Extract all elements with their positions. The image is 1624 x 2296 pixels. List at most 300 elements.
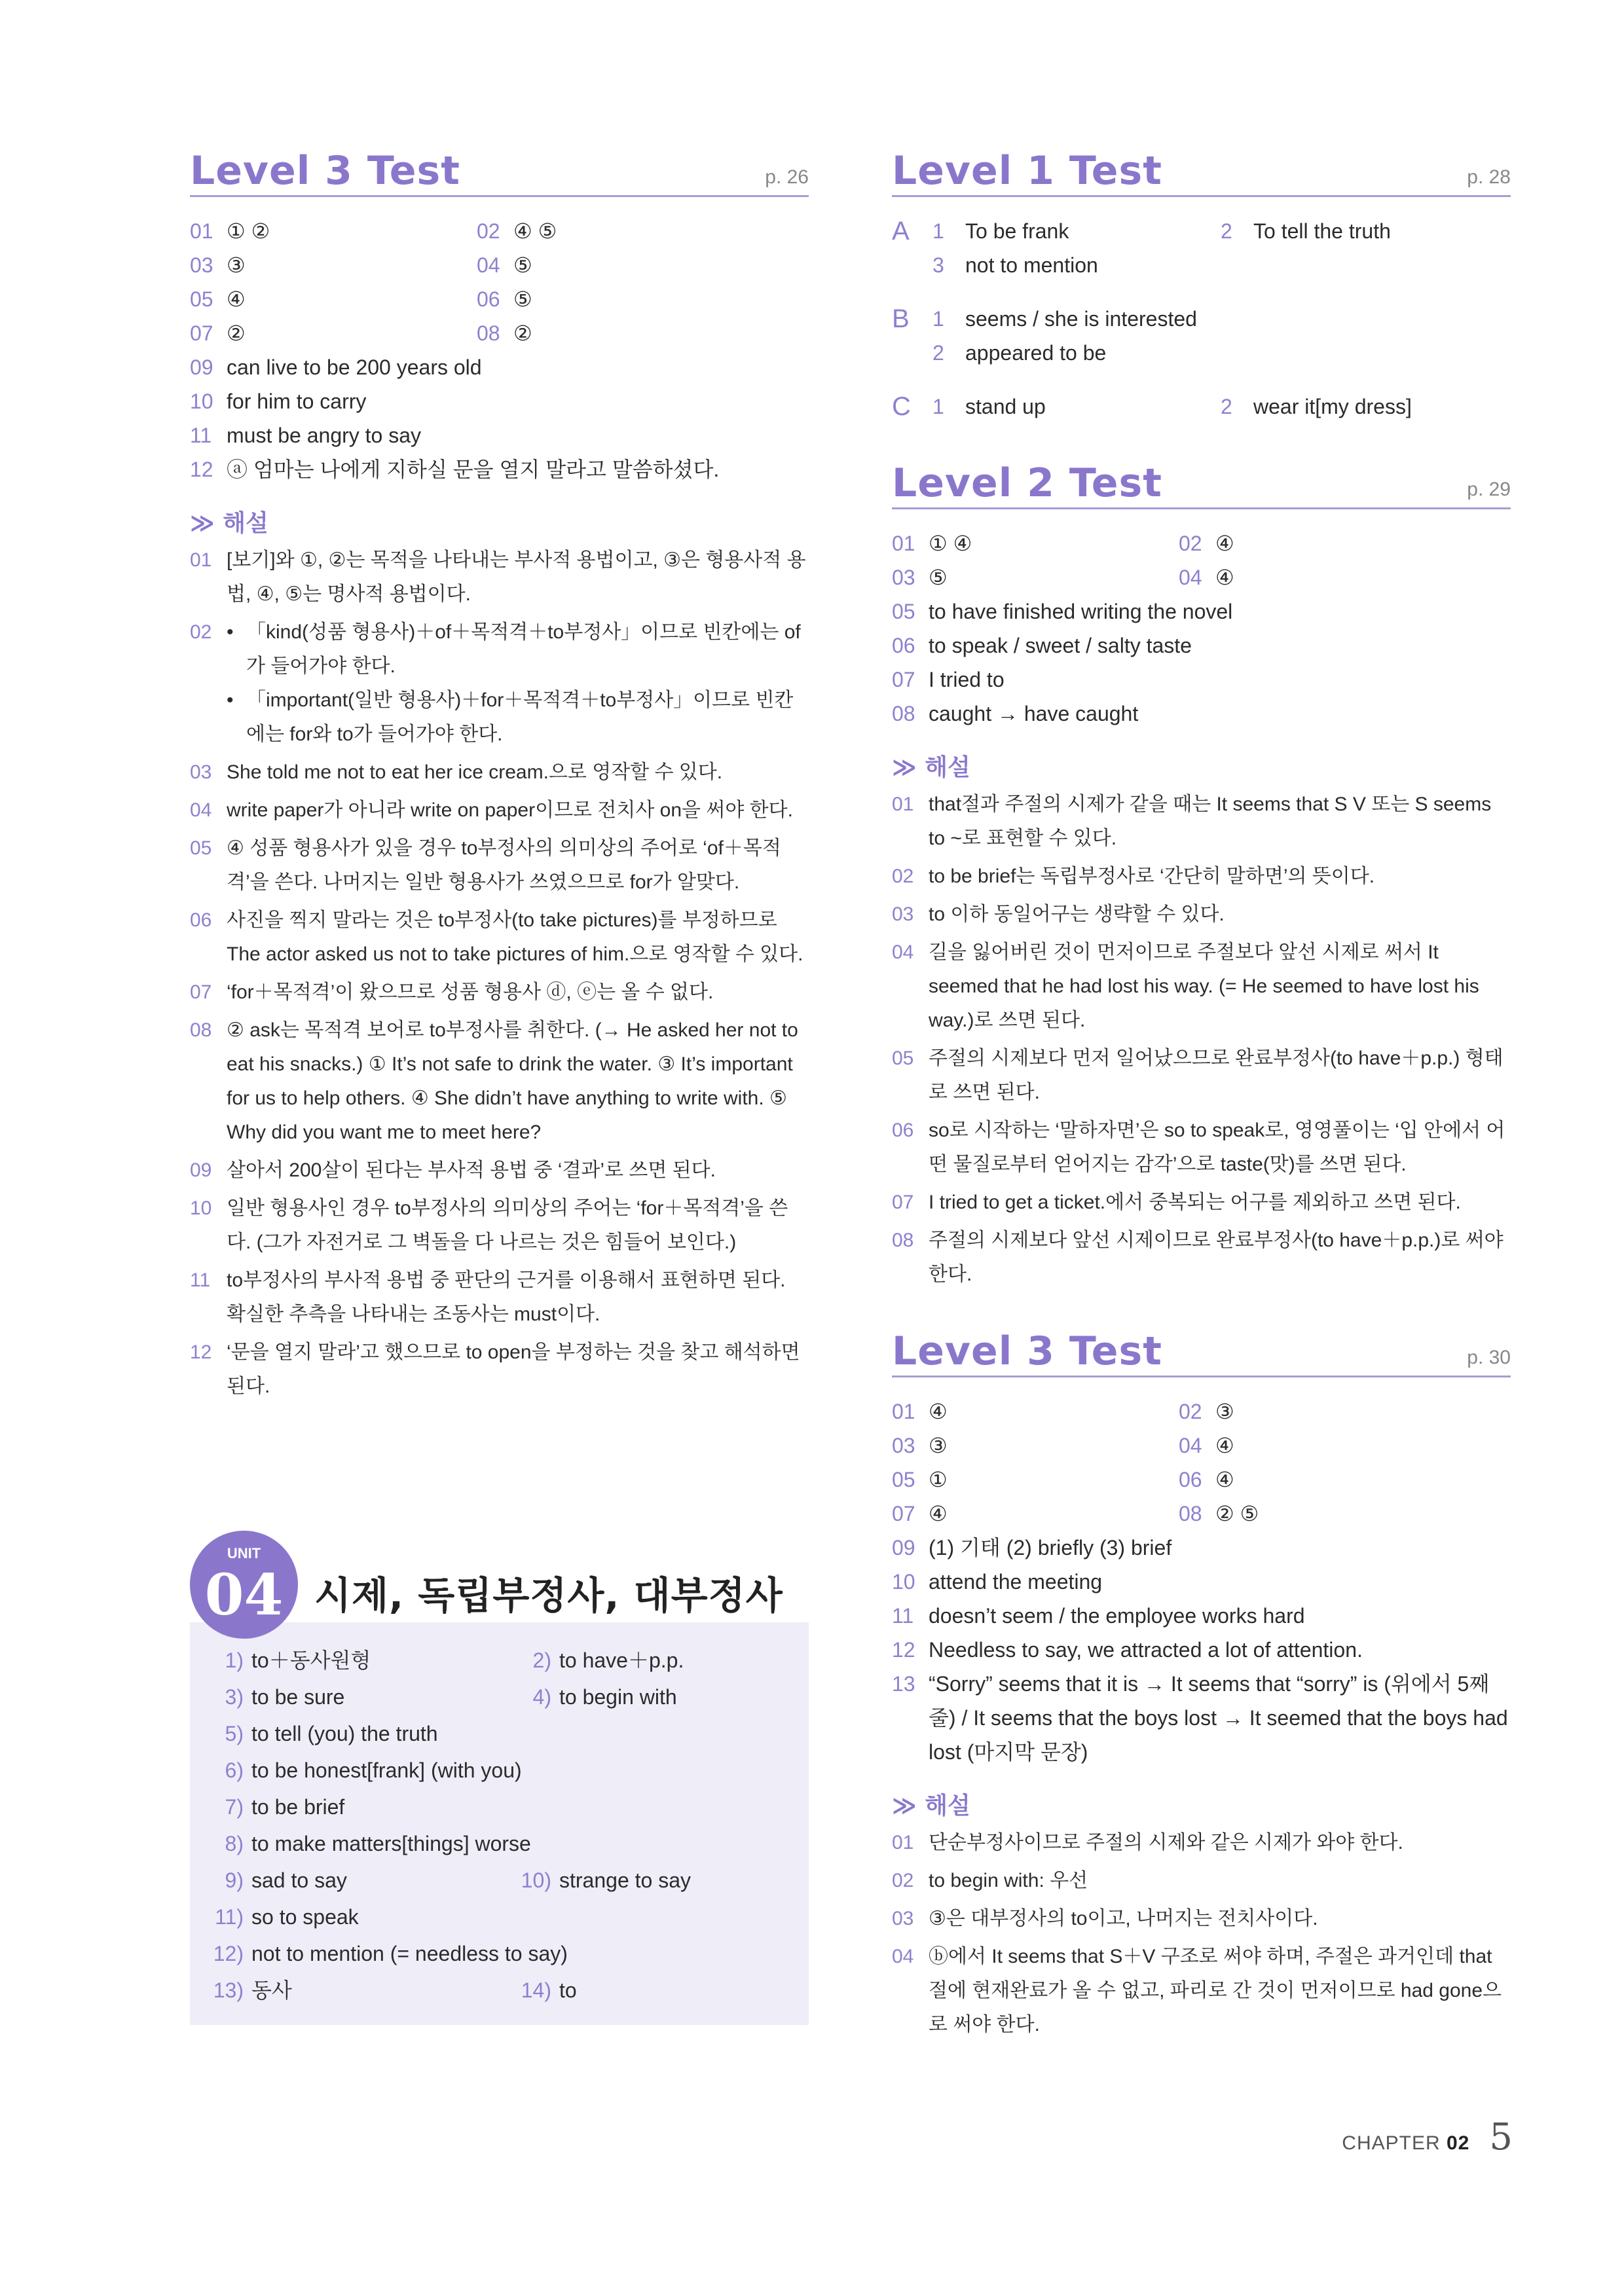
item-number: 1) bbox=[225, 1649, 244, 1672]
explanation-item bbox=[190, 831, 809, 900]
item-number: 07 bbox=[892, 1502, 915, 1525]
item-answer: ① ② bbox=[227, 219, 270, 243]
bullet-dot: • bbox=[227, 689, 234, 711]
item-answer: ② ⑤ bbox=[1215, 1502, 1259, 1525]
page-reference: p. 28 bbox=[1467, 166, 1511, 188]
item-number: 4) bbox=[532, 1685, 551, 1709]
item-number: 8) bbox=[225, 1832, 244, 1855]
answer-pair bbox=[892, 560, 1511, 594]
item-number: 03 bbox=[190, 761, 212, 783]
group-letter-spacer bbox=[892, 248, 932, 282]
item-number: 10 bbox=[190, 390, 213, 413]
section-header-level2 bbox=[892, 458, 1511, 509]
answer-item bbox=[892, 1394, 1179, 1429]
item-answer: doesn’t seem / the employee works hard bbox=[929, 1604, 1305, 1628]
item-answer: sad to say bbox=[251, 1868, 347, 1892]
answer-row bbox=[892, 302, 1511, 336]
explanation-text: I tried to get a ticket.에서 중복되는 어구를 제외하고 쓰면 된다. bbox=[929, 1192, 1461, 1213]
item-answer: (1) 기태 (2) briefly (3) brief bbox=[929, 1536, 1172, 1559]
explanation-text: to begin with: 우선 bbox=[929, 1870, 1088, 1891]
item-number: 08 bbox=[892, 702, 915, 725]
item-number: 08 bbox=[190, 1019, 212, 1041]
item-number: 07 bbox=[190, 981, 212, 1003]
item-answer: ④ bbox=[1215, 566, 1234, 589]
item-answer: ④ bbox=[1215, 1468, 1234, 1491]
answer-item bbox=[892, 1599, 1511, 1633]
bullet-text: 「kind(성품 형용사)＋of＋목적격＋to부정사」이므로 빈칸에는 of가 들어가야 한다. bbox=[246, 621, 801, 677]
item-answer: ⓐ 엄마는 나에게 지하실 문을 열지 말라고 말씀하셨다. bbox=[227, 458, 720, 481]
item-answer: to make matters[things] worse bbox=[251, 1832, 531, 1855]
item-answer: “Sorry” seems that it is → It seems that “sorry” is (위에서 5째 줄) / It seems that the boys lost → It seemed that the boys had lost (마지막 문장) bbox=[929, 1672, 1508, 1764]
item-answer: ④ ⑤ bbox=[513, 219, 557, 243]
item-number: 04 bbox=[1179, 1434, 1202, 1457]
section-header-level3-p26 bbox=[190, 145, 809, 197]
answer-pair bbox=[892, 1394, 1511, 1429]
explanation-item bbox=[892, 898, 1511, 932]
item-number: 3 bbox=[932, 253, 944, 277]
item-answer: strange to say bbox=[559, 1868, 691, 1892]
item-number: 1 bbox=[932, 219, 944, 243]
item-answer: to tell (you) the truth bbox=[251, 1722, 438, 1745]
item-answer: ④ bbox=[929, 1400, 948, 1423]
item-number: 09 bbox=[190, 1159, 212, 1181]
item-number: 04 bbox=[477, 253, 500, 277]
bullet-text: 「important(일반 형용사)＋for＋목적격＋to부정사」이므로 빈칸에는 for와 to가 들어가야 한다. bbox=[246, 689, 794, 745]
item-number: 06 bbox=[892, 1120, 914, 1141]
answer-row bbox=[892, 390, 1511, 424]
summary-row bbox=[190, 1642, 809, 1679]
right-column bbox=[892, 145, 1511, 2046]
answer-item bbox=[892, 1565, 1511, 1599]
summary-item bbox=[517, 1972, 577, 2009]
answer-pair bbox=[190, 248, 809, 282]
summary-item bbox=[210, 1825, 531, 1862]
explanation-item bbox=[892, 1940, 1511, 2042]
explanation-item bbox=[190, 1264, 809, 1332]
item-answer: to be honest[frank] (with you) bbox=[251, 1758, 522, 1782]
item-number: 02 bbox=[190, 621, 212, 643]
group-a bbox=[892, 214, 1511, 282]
item-answer: not to mention bbox=[965, 253, 1098, 277]
explanation-text: 사진을 찍지 말라는 것은 to부정사(to take pictures)를 부정하므로 The actor asked us not to take pictures of him.으로 영작할 수 있다. bbox=[227, 909, 803, 965]
item-answer: ② bbox=[227, 321, 246, 345]
explanation-item bbox=[892, 1186, 1511, 1220]
item-number: 2 bbox=[932, 341, 944, 365]
item-answer: not to mention (= needless to say) bbox=[251, 1942, 568, 1965]
page-footer bbox=[1342, 2116, 1513, 2159]
answer-item bbox=[892, 1633, 1511, 1667]
answer-item bbox=[892, 1667, 1511, 1769]
item-number: 06 bbox=[1179, 1468, 1202, 1491]
answer-item bbox=[932, 336, 1106, 370]
answer-item bbox=[892, 1429, 1179, 1463]
answer-row bbox=[892, 214, 1511, 248]
explanation-heading: ≫ 해설 bbox=[190, 510, 268, 537]
summary-row bbox=[190, 1935, 809, 1972]
item-answer: to have finished writing the novel bbox=[929, 600, 1233, 623]
answer-item bbox=[190, 418, 809, 452]
summary-item bbox=[210, 1642, 517, 1679]
item-answer: ④ bbox=[1215, 1434, 1234, 1457]
answer-item bbox=[1179, 1394, 1466, 1429]
explanation-text: 살아서 200살이 된다는 부사적 용법 중 ‘결과’로 쓰면 된다. bbox=[227, 1159, 716, 1181]
item-number: 06 bbox=[892, 634, 915, 657]
summary-row bbox=[190, 1679, 809, 1715]
answer-item bbox=[1179, 526, 1466, 560]
explanation-item bbox=[190, 1013, 809, 1150]
item-number: 02 bbox=[892, 866, 914, 887]
page-number: 5 bbox=[1489, 2116, 1513, 2159]
summary-row bbox=[190, 1825, 809, 1862]
item-answer: ③ bbox=[1215, 1400, 1234, 1423]
item-number: 14) bbox=[521, 1978, 551, 2002]
explanation-item bbox=[190, 903, 809, 972]
item-number: 05 bbox=[892, 600, 915, 623]
summary-item bbox=[517, 1642, 684, 1679]
answer-list bbox=[190, 214, 809, 486]
explanation-item bbox=[190, 756, 809, 790]
item-number: 04 bbox=[892, 941, 914, 963]
answer-item bbox=[190, 384, 809, 418]
unit-title: 시제, 독립부정사, 대부정사 bbox=[314, 1573, 783, 1618]
item-number: 5) bbox=[225, 1722, 244, 1745]
summary-item bbox=[517, 1862, 691, 1899]
answer-item bbox=[477, 282, 764, 316]
explanation-item bbox=[190, 793, 809, 828]
section-title: Level 1 Test bbox=[892, 148, 1162, 194]
explanation-text: 일반 형용사인 경우 to부정사의 의미상의 주어는 ‘for＋목적격’을 쓴다. (그가 자전거로 그 벽돌을 다 나르는 것은 힘들어 보인다.) bbox=[227, 1197, 788, 1253]
item-number: 2) bbox=[532, 1649, 551, 1672]
explanation-item bbox=[190, 975, 809, 1010]
answer-item bbox=[190, 248, 477, 282]
item-answer: ③ bbox=[929, 1434, 948, 1457]
summary-item bbox=[210, 1862, 517, 1899]
item-number: 04 bbox=[892, 1946, 914, 1967]
page-reference: p. 29 bbox=[1467, 479, 1511, 500]
item-answer: To be frank bbox=[965, 219, 1069, 243]
answer-item bbox=[1179, 1497, 1466, 1531]
section-title: Level 3 Test bbox=[190, 148, 460, 194]
explanation-item bbox=[892, 936, 1511, 1038]
explanation-item bbox=[892, 860, 1511, 894]
answer-item bbox=[932, 214, 1221, 248]
item-number: 02 bbox=[1179, 532, 1202, 555]
item-answer: to speak / sweet / salty taste bbox=[929, 634, 1192, 657]
item-answer: ⑤ bbox=[513, 253, 532, 277]
summary-item bbox=[210, 1935, 568, 1972]
item-number: 10 bbox=[892, 1570, 915, 1594]
explanation-text: 길을 잃어버린 것이 먼저이므로 주절보다 앞선 시제로 써서 It seemed that he had lost his way. (= He seemed to have lost his way.)로 쓰면 된다. bbox=[929, 941, 1479, 1031]
section-header-level3-p30 bbox=[892, 1326, 1511, 1377]
level3-section bbox=[892, 1326, 1511, 2042]
summary-row bbox=[190, 1899, 809, 1935]
answer-item bbox=[1179, 1429, 1466, 1463]
item-number: 06 bbox=[477, 287, 500, 311]
explanation-item bbox=[190, 1336, 809, 1404]
item-number: 02 bbox=[477, 219, 500, 243]
explanation-heading: ≫ 해설 bbox=[892, 754, 970, 781]
unit-summary-box bbox=[190, 1622, 809, 2025]
item-number: 03 bbox=[892, 566, 915, 589]
item-answer: must be angry to say bbox=[227, 424, 422, 447]
unit-label: UNIT bbox=[227, 1545, 261, 1561]
answer-item bbox=[892, 1497, 1179, 1531]
summary-item bbox=[210, 1789, 344, 1825]
answer-pair bbox=[892, 1429, 1511, 1463]
explanation-text: She told me not to eat her ice cream.으로 영작할 수 있다. bbox=[227, 761, 723, 783]
answer-item bbox=[892, 697, 1511, 731]
item-number: 1 bbox=[932, 307, 944, 331]
item-number: 13 bbox=[892, 1672, 915, 1696]
explanation-list bbox=[190, 543, 809, 1404]
answer-pair bbox=[892, 1463, 1511, 1497]
explanation-item bbox=[892, 1864, 1511, 1898]
group-c bbox=[892, 390, 1511, 424]
answer-item bbox=[477, 316, 764, 350]
item-number: 01 bbox=[892, 1400, 915, 1423]
summary-item bbox=[210, 1752, 522, 1789]
answer-item bbox=[892, 526, 1179, 560]
group-letter: B bbox=[892, 304, 910, 333]
item-answer: ④ bbox=[929, 1502, 948, 1525]
item-answer: I tried to bbox=[929, 668, 1005, 691]
item-number: 2 bbox=[1221, 219, 1232, 243]
item-answer: ② bbox=[513, 321, 532, 345]
item-number: 09 bbox=[892, 1536, 915, 1559]
summary-item bbox=[210, 1715, 438, 1752]
item-number: 07 bbox=[190, 321, 213, 345]
answer-pair bbox=[190, 214, 809, 248]
item-answer: appeared to be bbox=[965, 341, 1107, 365]
bullet-dot: • bbox=[227, 621, 234, 643]
item-number: 9) bbox=[225, 1868, 244, 1892]
item-answer: ④ bbox=[1215, 532, 1234, 555]
explanation-heading: ≫ 해설 bbox=[892, 1793, 970, 1819]
item-number: 01 bbox=[190, 219, 213, 243]
summary-item bbox=[210, 1899, 359, 1935]
item-number: 05 bbox=[892, 1468, 915, 1491]
left-column bbox=[190, 145, 809, 1408]
item-answer: ④ bbox=[227, 287, 246, 311]
answer-item bbox=[190, 214, 477, 248]
chapter-word: CHAPTER bbox=[1342, 2132, 1441, 2154]
item-number: 07 bbox=[892, 668, 915, 691]
item-number: 05 bbox=[190, 287, 213, 311]
section-title: Level 2 Test bbox=[892, 460, 1162, 506]
explanation-item bbox=[892, 1902, 1511, 1936]
answer-item bbox=[1179, 1463, 1466, 1497]
item-number: 6) bbox=[225, 1758, 244, 1782]
answer-item bbox=[932, 248, 1221, 282]
item-number: 7) bbox=[225, 1795, 244, 1819]
explanation-text: ‘for＋목적격’이 왔으므로 성품 형용사 ⓓ, ⓔ는 올 수 없다. bbox=[227, 981, 714, 1003]
explanation-text: ② ask는 목적격 보어로 to부정사를 취한다. (→ He asked her not to eat his snacks.) ① It’s not safe to drink the water. ③ It’s important for us to help others. ④ She didn’t have anything to write with. ⑤ Why did you want me to meet here? bbox=[227, 1019, 798, 1143]
item-number: 1 bbox=[932, 395, 944, 418]
explanation-item bbox=[190, 1192, 809, 1260]
answer-item bbox=[477, 214, 764, 248]
item-answer: to begin with bbox=[559, 1685, 677, 1709]
item-number: 13) bbox=[213, 1978, 244, 2002]
explanation-item bbox=[892, 788, 1511, 856]
item-answer: Needless to say, we attracted a lot of attention. bbox=[929, 1638, 1363, 1662]
explanation-text bbox=[227, 615, 809, 752]
item-number: 01 bbox=[892, 793, 914, 815]
item-number: 03 bbox=[892, 903, 914, 925]
explanation-item bbox=[190, 615, 809, 752]
item-number: 12 bbox=[190, 458, 213, 481]
item-number: 11) bbox=[215, 1905, 244, 1929]
explanation-item bbox=[892, 1826, 1511, 1860]
summary-item bbox=[517, 1679, 677, 1715]
item-number: 05 bbox=[190, 837, 212, 859]
item-number: 08 bbox=[477, 321, 500, 345]
chapter-label bbox=[1342, 2132, 1469, 2155]
answer-pair bbox=[892, 526, 1511, 560]
item-answer: ⑤ bbox=[513, 287, 532, 311]
explanation-text: 주절의 시제보다 앞선 시제이므로 완료부정사(to have＋p.p.)로 써야 한다. bbox=[929, 1230, 1504, 1285]
group-letter: A bbox=[892, 217, 910, 246]
explanation-text: ⓑ에서 It seems that S＋V 구조로 써야 하며, 주절은 과거인데 that절에 현재완료가 올 수 없고, 파리로 간 것이 먼저이므로 had gone으로 써야 한다. bbox=[929, 1946, 1502, 2035]
item-number: 03 bbox=[190, 253, 213, 277]
answer-item bbox=[892, 1463, 1179, 1497]
unit-badge bbox=[190, 1531, 298, 1639]
item-answer: ① ④ bbox=[929, 532, 972, 555]
item-answer: to＋동사원형 bbox=[251, 1649, 371, 1672]
answer-item bbox=[190, 282, 477, 316]
item-answer: stand up bbox=[965, 395, 1046, 418]
item-answer: attend the meeting bbox=[929, 1570, 1103, 1594]
answer-item bbox=[190, 452, 809, 486]
item-answer: can live to be 200 years old bbox=[227, 355, 482, 379]
group-b bbox=[892, 302, 1511, 370]
summary-item bbox=[210, 1679, 517, 1715]
item-number: 12 bbox=[892, 1638, 915, 1662]
explanation-text: 주절의 시제보다 먼저 일어났으므로 완료부정사(to have＋p.p.) 형태로 쓰면 된다. bbox=[929, 1048, 1504, 1103]
answer-item bbox=[190, 350, 809, 384]
item-number: 2 bbox=[1221, 395, 1232, 418]
page-reference: p. 26 bbox=[765, 166, 809, 188]
explanation-text: ③은 대부정사의 to이고, 나머지는 전치사이다. bbox=[929, 1908, 1318, 1929]
explanation-item bbox=[892, 1114, 1511, 1182]
item-number: 01 bbox=[190, 549, 212, 571]
item-answer: To tell the truth bbox=[1253, 219, 1391, 243]
item-number: 12 bbox=[190, 1341, 212, 1363]
answer-row bbox=[892, 336, 1511, 370]
explanation-text: to be brief는 독립부정사로 ‘간단히 말하면’의 뜻이다. bbox=[929, 866, 1375, 887]
answer-pair bbox=[190, 316, 809, 350]
answer-item bbox=[892, 663, 1511, 697]
section-header-level1 bbox=[892, 145, 1511, 197]
explanation-text: to 이하 동일어구는 생략할 수 있다. bbox=[929, 903, 1225, 925]
answer-item bbox=[477, 248, 764, 282]
explanation-item bbox=[190, 1154, 809, 1188]
answer-item bbox=[892, 594, 1511, 629]
answer-item bbox=[1221, 214, 1391, 248]
explanation-item bbox=[892, 1042, 1511, 1110]
item-number: 02 bbox=[1179, 1400, 1202, 1423]
answer-item bbox=[932, 302, 1197, 336]
item-number: 04 bbox=[190, 799, 212, 821]
answer-item bbox=[892, 629, 1511, 663]
explanation-text: that절과 주절의 시제가 같을 때는 It seems that S V 또는 S seems to ~로 표현할 수 있다. bbox=[929, 793, 1492, 849]
explanation-text: 단순부정사이므로 주절의 시제와 같은 시제가 와야 한다. bbox=[929, 1832, 1403, 1853]
item-answer: ① bbox=[929, 1468, 948, 1491]
item-number: 03 bbox=[892, 1434, 915, 1457]
item-number: 04 bbox=[1179, 566, 1202, 589]
summary-row bbox=[190, 1972, 809, 2009]
item-number: 09 bbox=[190, 355, 213, 379]
summary-item bbox=[210, 1972, 517, 2009]
summary-row bbox=[190, 1789, 809, 1825]
summary-row bbox=[190, 1715, 809, 1752]
item-answer: wear it[my dress] bbox=[1253, 395, 1412, 418]
item-number: 07 bbox=[892, 1192, 914, 1213]
item-answer: ⑤ bbox=[929, 566, 948, 589]
item-answer: seems / she is interested bbox=[965, 307, 1197, 331]
item-number: 12) bbox=[213, 1942, 244, 1965]
group-letter: C bbox=[892, 392, 911, 421]
summary-row bbox=[190, 1752, 809, 1789]
answer-item bbox=[1221, 390, 1412, 424]
item-answer: to have＋p.p. bbox=[559, 1649, 684, 1672]
item-number: 10) bbox=[521, 1868, 551, 1892]
answer-item bbox=[190, 316, 477, 350]
answer-item bbox=[932, 390, 1221, 424]
group-letter-spacer bbox=[892, 336, 932, 370]
explanation-text: so로 시작하는 ‘말하자면’은 so to speak로, 영영풀이는 ‘입 안에서 어떤 물질로부터 얻어지는 감각’으로 taste(맛)를 쓰면 된다. bbox=[929, 1120, 1505, 1175]
explanation-item bbox=[892, 1224, 1511, 1292]
explanation-text: to부정사의 부사적 용법 중 판단의 근거를 이용해서 표현하면 된다. 확실한 추측을 나타내는 조동사는 must이다. bbox=[227, 1269, 786, 1325]
item-number: 08 bbox=[892, 1230, 914, 1251]
item-number: 06 bbox=[190, 909, 212, 931]
bullet-line bbox=[227, 615, 809, 683]
item-number: 03 bbox=[892, 1908, 914, 1929]
page-reference: p. 30 bbox=[1467, 1347, 1511, 1368]
chapter-number: 02 bbox=[1446, 2132, 1470, 2154]
item-number: 10 bbox=[190, 1197, 212, 1219]
item-number: 11 bbox=[190, 1269, 211, 1291]
item-answer: ③ bbox=[227, 253, 246, 277]
answer-item bbox=[892, 560, 1179, 594]
item-answer: so to speak bbox=[251, 1905, 359, 1929]
item-number: 11 bbox=[892, 1604, 914, 1628]
item-answer: 동사 bbox=[251, 1978, 292, 2002]
item-answer: to be sure bbox=[251, 1685, 345, 1709]
item-number: 08 bbox=[1179, 1502, 1202, 1525]
answer-item bbox=[892, 1531, 1511, 1565]
answer-pair bbox=[190, 282, 809, 316]
item-answer: caught → have caught bbox=[929, 702, 1139, 725]
item-answer: to be brief bbox=[251, 1795, 345, 1819]
item-number: 3) bbox=[225, 1685, 244, 1709]
bullet-line bbox=[227, 683, 809, 752]
answer-pair bbox=[892, 1497, 1511, 1531]
item-number: 11 bbox=[190, 424, 212, 447]
answer-row bbox=[892, 248, 1511, 282]
explanation-text: ‘문을 열지 말라’고 했으므로 to open을 부정하는 것을 찾고 해석하면 된다. bbox=[227, 1341, 800, 1397]
summary-row bbox=[190, 1862, 809, 1899]
unit-number: 04 bbox=[204, 1562, 284, 1628]
item-number: 01 bbox=[892, 532, 915, 555]
level2-section bbox=[892, 458, 1511, 1292]
item-number: 02 bbox=[892, 1870, 914, 1891]
section-title: Level 3 Test bbox=[892, 1328, 1162, 1374]
item-answer: to bbox=[559, 1978, 577, 2002]
item-answer: for him to carry bbox=[227, 390, 367, 413]
explanation-text: [보기]와 ①, ②는 목적을 나타내는 부사적 용법이고, ③은 형용사적 용법, ④, ⑤는 명사적 용법이다. bbox=[227, 549, 806, 605]
item-number: 05 bbox=[892, 1048, 914, 1069]
explanation-text: write paper가 아니라 write on paper이므로 전치사 on을 써야 한다. bbox=[227, 799, 793, 821]
